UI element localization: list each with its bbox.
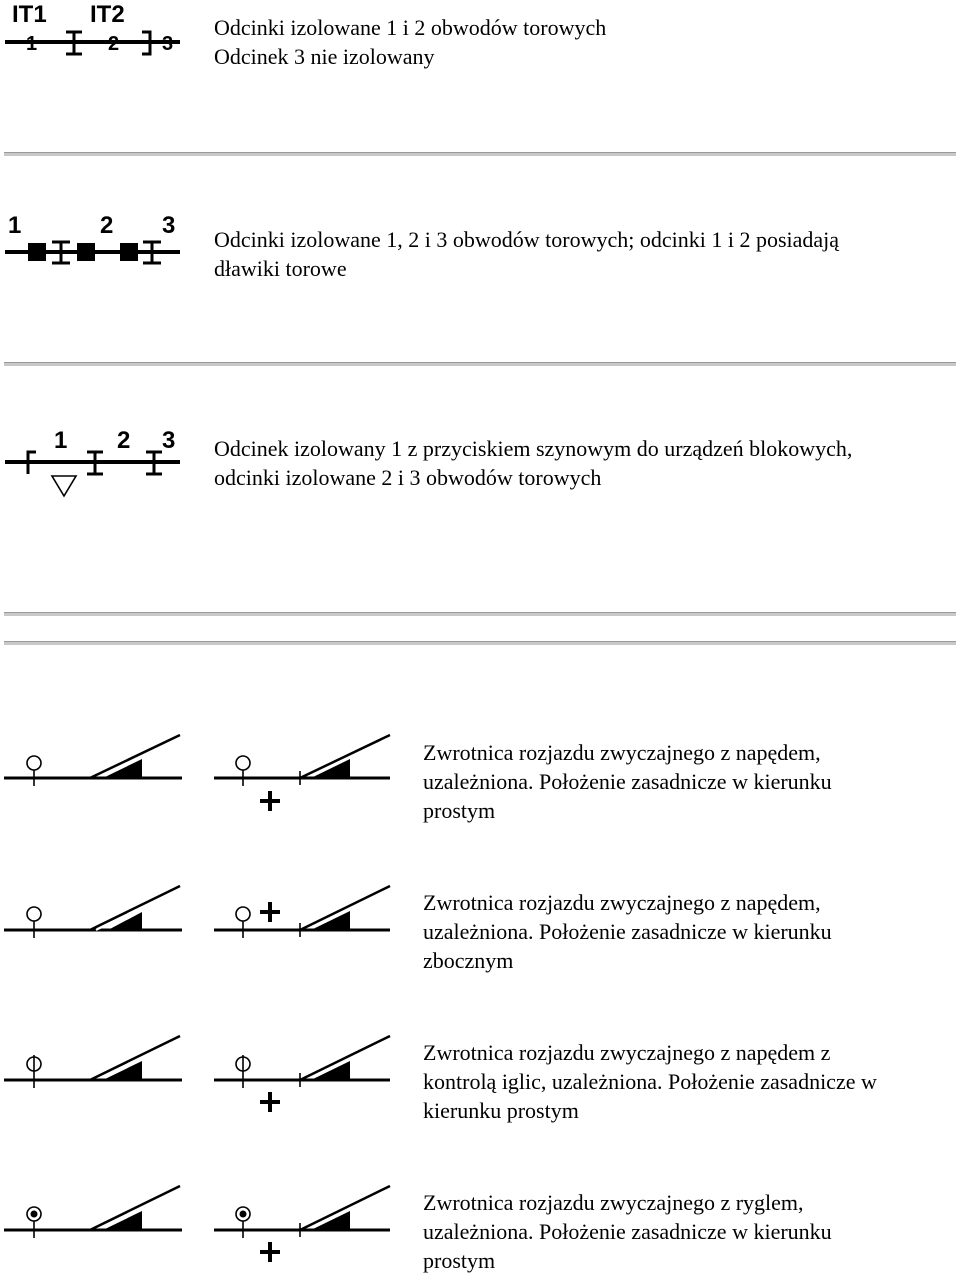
label-section-3: 3 [162,427,176,454]
plus-icon [260,902,280,922]
description-row-2: Odcinki izolowane 1, 2 i 3 obwodów torowych; odcinki 1 i 2 posiadają dławiki torowe [214,227,840,281]
label-section-1: 1 [8,212,22,239]
switch-symbol-right [214,1036,390,1112]
track-choke-icon [77,243,95,261]
label-it2: IT2 [90,1,125,28]
divider [4,641,956,645]
symbol-switch-blade-control-pair [0,1028,400,1123]
label-section-2: 2 [117,427,131,454]
switch-symbol-right [214,886,390,938]
description-row-5: Zwrotnica rozjazdu zwyczajnego z napędem, uzależniona. Położenie zasadnicze w kierunku zbocznym [423,890,832,973]
plus-icon [260,1242,280,1262]
switch-symbol-right [214,735,390,811]
symbol-switch-straight-pair [0,728,400,823]
symbol-track-sections-chokes [0,205,200,275]
label-section-1: 1 [26,33,38,55]
plus-icon [260,791,280,811]
divider [4,612,956,616]
description-row-4: Zwrotnica rozjazdu zwyczajnego z napędem, uzależniona. Położenie zasadnicze w kierunku prostym [423,740,832,823]
drive-circle-icon [27,907,41,921]
label-section-3: 3 [162,212,176,239]
symbol-track-sections-it1-it2 [0,0,200,60]
label-it1: IT1 [12,1,47,28]
switch-symbol-left [4,735,182,786]
divider [4,152,956,156]
description-row-7: Zwrotnica rozjazdu zwyczajnego z ryglem, uzależniona. Położenie zasadnicze w kierunku prostym [423,1190,832,1273]
label-section-3: 3 [162,33,174,55]
switch-symbol-left [4,1036,182,1088]
switch-symbol-left [4,1186,182,1238]
plus-icon [260,1092,280,1112]
symbol-switch-lock-pair [0,1178,400,1273]
description-row-1: Odcinki izolowane 1 i 2 obwodów torowych Odcinek 3 nie izolowany [214,15,607,69]
description-row-3: Odcinek izolowany 1 z przyciskiem szynowym do urządzeń blokowych, odcinki izolowane 2 i 3 obwodów torowych [214,436,853,490]
divider [4,362,956,366]
label-section-1: 1 [54,427,68,454]
rail-contact-triangle-icon [52,476,76,496]
symbol-rail-contact-sections [0,420,200,505]
description-row-6: Zwrotnica rozjazdu zwyczajnego z napędem z kontrolą iglic, uzależniona. Położenie zasadnicze w kierunku prostym [423,1040,877,1123]
switch-symbol-right [214,1186,390,1262]
track-choke-icon [120,243,138,261]
drive-circle-icon [236,907,250,921]
symbol-switch-diverging-pair [0,878,400,948]
switch-symbol-left [4,886,182,938]
drive-circle-icon [236,756,250,770]
drive-circle-icon [27,756,41,770]
label-section-2: 2 [100,212,114,239]
track-choke-icon [28,243,46,261]
label-section-2: 2 [108,33,120,55]
switch-blade-wedge-icon [311,759,350,778]
